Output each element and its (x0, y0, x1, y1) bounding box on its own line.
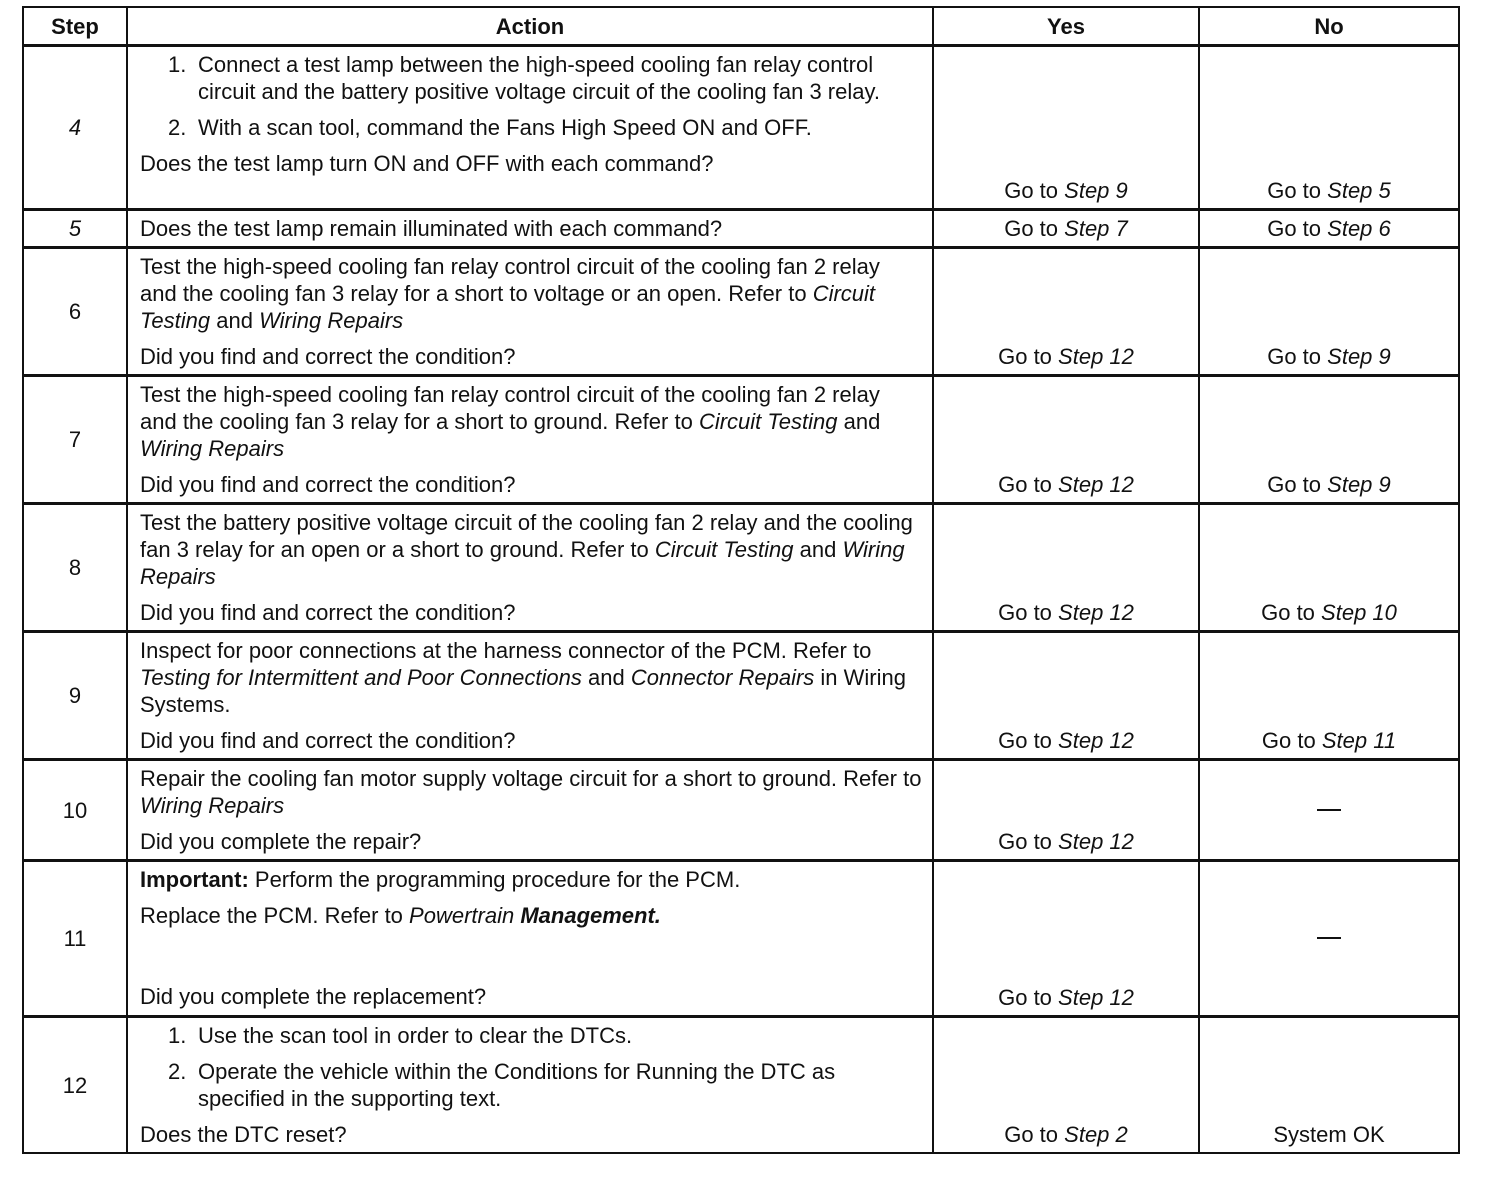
action-cell (127, 1017, 933, 1154)
yes-cell: Go to Step 12 (933, 861, 1199, 1017)
action-text: Test the battery positive voltage circuit of the cooling fan 2 relay and the cooling fan 3 relay for an open or a short to ground. Refer to Circuit Testing and Wiring Repairs (140, 510, 913, 589)
table-row (23, 248, 1459, 376)
yes-step-link[interactable]: Step 2 (1064, 1122, 1128, 1147)
yes-step-link[interactable]: Step 7 (1064, 216, 1128, 241)
table-row (23, 504, 1459, 632)
table-row (23, 210, 1459, 248)
action-text: Test the high-speed cooling fan relay control circuit of the cooling fan 2 relay and the cooling fan 3 relay for a short to voltage or an open. Refer to Circuit Testing and Wiring Repairs (140, 254, 880, 333)
reference-link[interactable]: Wiring Repairs (140, 537, 905, 589)
step-number: 9 (23, 632, 127, 760)
reference-link[interactable]: Management. (520, 903, 661, 928)
table-row (23, 46, 1459, 210)
no-cell: Go to Step 9 (1199, 376, 1459, 504)
important-note: Important: Perform the programming procedure for the PCM. (140, 867, 741, 892)
table-row (23, 1017, 1459, 1154)
not-applicable-dash (1317, 809, 1341, 811)
question-text: Did you complete the repair? (140, 829, 422, 854)
yes-cell: Go to Step 12 (933, 760, 1199, 861)
reference-link[interactable]: Powertrain (409, 903, 515, 928)
table-row (23, 760, 1459, 861)
reference-link[interactable]: Testing for Intermittent and Poor Connections (140, 665, 582, 690)
yes-cell: Go to Step 9 (933, 46, 1199, 210)
no-cell: Go to Step 10 (1199, 504, 1459, 632)
question-text: Did you find and correct the condition? (140, 728, 516, 753)
no-step-link[interactable]: Step 9 (1327, 472, 1391, 497)
step-number: 4 (23, 46, 127, 210)
step-number: 6 (23, 248, 127, 376)
no-cell (1199, 1017, 1459, 1154)
no-cell (1199, 760, 1459, 861)
question-text: Did you complete the replacement? (140, 984, 487, 1009)
yes-step-link[interactable]: Step 12 (1058, 472, 1134, 497)
yes-step-link[interactable]: Step 9 (1064, 178, 1128, 203)
action-text: Replace the PCM. Refer to Powertrain Management. (140, 903, 661, 928)
reference-link[interactable]: Connector Repairs (630, 665, 815, 690)
no-cell: Go to Step 9 (1199, 248, 1459, 376)
diagnostic-table (22, 6, 1460, 1154)
step-number: 8 (23, 504, 127, 632)
step-number: 12 (23, 1017, 127, 1154)
step-number: 7 (23, 376, 127, 504)
question-text: Did you find and correct the condition? (140, 600, 516, 625)
action-cell (127, 760, 933, 861)
action-text: Test the high-speed cooling fan relay control circuit of the cooling fan 2 relay and the cooling fan 3 relay for a short to ground. Refer to Circuit Testing and Wiring Repairs (140, 382, 881, 461)
no-cell (1199, 861, 1459, 1017)
action-text: Repair the cooling fan motor supply voltage circuit for a short to ground. Refer to Wiring Repairs (140, 766, 922, 818)
header-row (23, 7, 1459, 46)
table-row (23, 861, 1459, 1017)
reference-link[interactable]: Wiring Repairs (259, 308, 404, 333)
yes-step-link[interactable]: Step 12 (1058, 344, 1134, 369)
reference-link[interactable]: Circuit Testing (698, 409, 838, 434)
no-step-link[interactable]: Step 5 (1327, 178, 1391, 203)
yes-step-link[interactable]: Step 12 (1058, 829, 1134, 854)
reference-link[interactable]: Circuit Testing (140, 281, 876, 333)
list-item: 1. Use the scan tool in order to clear the DTCs. (168, 1023, 633, 1048)
action-cell (127, 210, 933, 248)
question-text: Did you find and correct the condition? (140, 344, 516, 369)
yes-cell: Go to Step 12 (933, 504, 1199, 632)
yes-cell: Go to Step 2 (933, 1017, 1199, 1154)
no-step-link[interactable]: Step 10 (1321, 600, 1397, 625)
action-cell (127, 504, 933, 632)
table-row (23, 376, 1459, 504)
header-no: No (1199, 7, 1459, 46)
action-cell (127, 376, 933, 504)
header-action: Action (127, 7, 933, 46)
action-text: Inspect for poor connections at the harness connector of the PCM. Refer to Testing for Intermittent and Poor Connections and Connector Repairs in Wiring Systems. (140, 638, 906, 717)
action-cell (127, 632, 933, 760)
question-text: Does the test lamp turn ON and OFF with each command? (140, 151, 714, 176)
yes-step-link[interactable]: Step 12 (1058, 985, 1134, 1010)
step-number: 11 (23, 861, 127, 1017)
step-number: 5 (23, 210, 127, 248)
not-applicable-dash (1317, 937, 1341, 939)
yes-step-link[interactable]: Step 12 (1058, 600, 1134, 625)
yes-cell: Go to Step 12 (933, 376, 1199, 504)
no-cell: Go to Step 6 (1199, 210, 1459, 248)
list-item: 2. With a scan tool, command the Fans High Speed ON and OFF. (168, 115, 812, 140)
no-cell: Go to Step 5 (1199, 46, 1459, 210)
question-text: Did you find and correct the condition? (140, 472, 516, 497)
question-text: Does the DTC reset? (140, 1122, 347, 1147)
step-number: 10 (23, 760, 127, 861)
reference-link[interactable]: Wiring Repairs (140, 436, 285, 461)
list-item: 1. Connect a test lamp between the high-speed cooling fan relay control circuit and the battery positive voltage circuit of the cooling fan 3 relay. (168, 52, 880, 104)
question-text: Does the test lamp remain illuminated with each command? (140, 216, 723, 241)
action-cell (127, 248, 933, 376)
no-step-link[interactable]: Step 11 (1321, 728, 1397, 753)
yes-cell: Go to Step 12 (933, 632, 1199, 760)
no-cell: Go to Step 11 (1199, 632, 1459, 760)
action-cell (127, 861, 933, 1017)
yes-cell: Go to Step 7 (933, 210, 1199, 248)
header-step: Step (23, 7, 127, 46)
action-cell (127, 46, 933, 210)
no-step-link[interactable]: Step 9 (1327, 344, 1391, 369)
reference-link[interactable]: Circuit Testing (654, 537, 794, 562)
yes-step-link[interactable]: Step 12 (1058, 728, 1134, 753)
header-yes: Yes (933, 7, 1199, 46)
system-ok-text: System OK (1273, 1122, 1385, 1147)
list-item: 2. Operate the vehicle within the Conditions for Running the DTC as specified in the supporting text. (168, 1059, 836, 1111)
no-step-link[interactable]: Step 6 (1327, 216, 1391, 241)
reference-link[interactable]: Wiring Repairs (140, 793, 285, 818)
yes-cell: Go to Step 12 (933, 248, 1199, 376)
table-row (23, 632, 1459, 760)
